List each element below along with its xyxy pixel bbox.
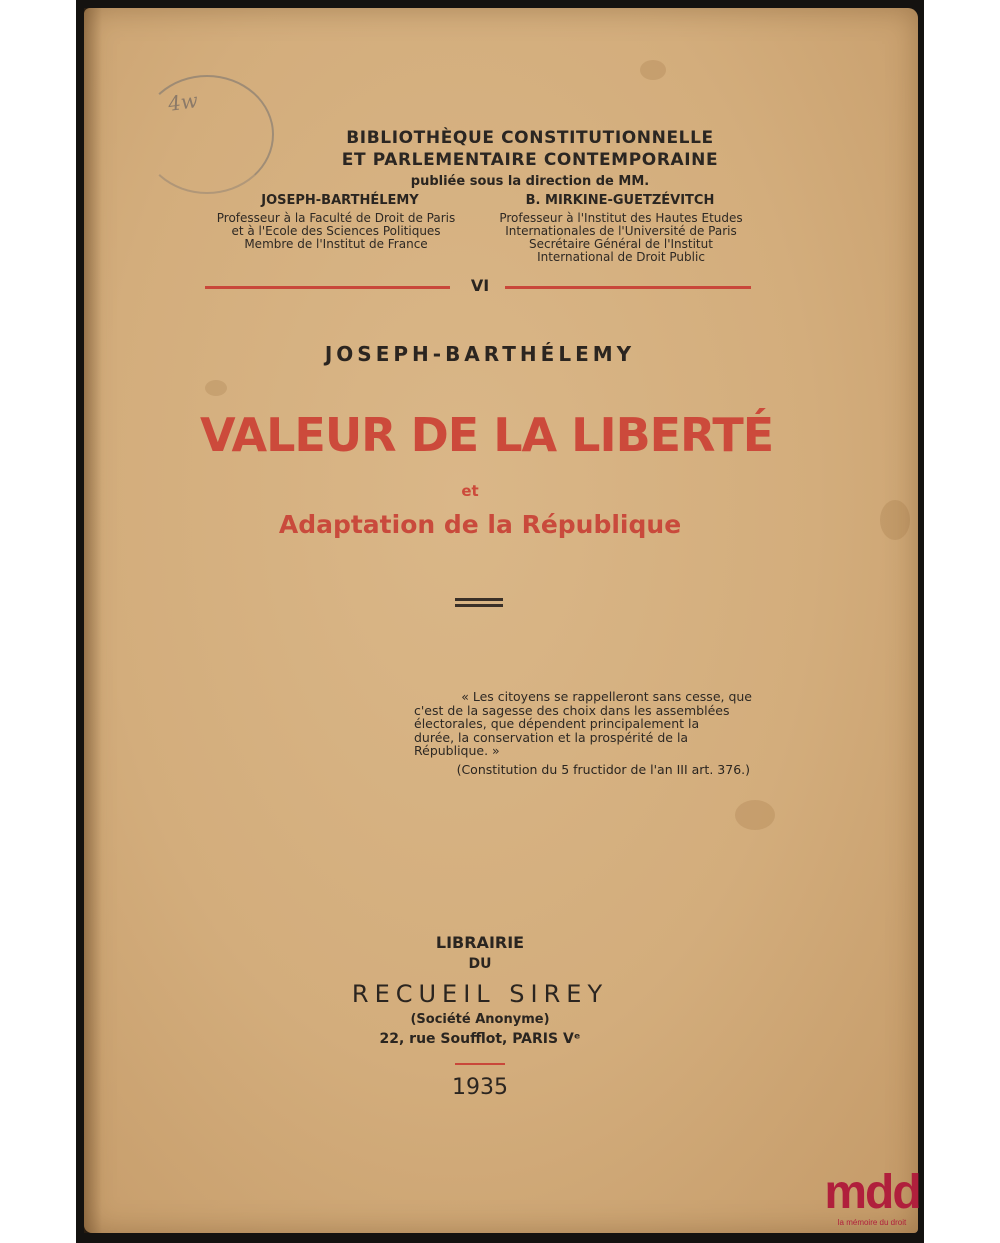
epigraph-line1: « Les citoyens se rappelleront sans cesse, que (461, 689, 752, 704)
library-stamp (140, 75, 274, 194)
director-left-desc3: Membre de l'Institut de France (244, 237, 428, 251)
director-left-desc2: et à l'Ecole des Sciences Politiques (231, 224, 441, 238)
paper-stain (735, 800, 775, 830)
director-right-desc2: Internationales de l'Université de Paris (505, 224, 737, 238)
title-conjunction: et (461, 482, 479, 500)
epigraph-line4: durée, la conservation et la prospérité de la (414, 729, 689, 745)
series-title-line2: ET PARLEMENTAIRE CONTEMPORAINE (341, 150, 719, 170)
mdd-logo-mark: mdd (824, 1166, 920, 1219)
book-subtitle: Adaptation de la République (278, 510, 682, 539)
publisher-name: RECUEIL SIREY (351, 980, 609, 1008)
spine-shadow (84, 8, 102, 1233)
author-name: JOSEPH-BARTHÉLEMY (324, 342, 636, 366)
paper-stain (640, 60, 666, 80)
red-rule-short (455, 1063, 505, 1065)
mdd-logo-tagline: la mémoire du droit (837, 1218, 907, 1227)
red-rule-left (205, 286, 450, 289)
publisher-line1: LIBRAIRIE (435, 933, 525, 952)
paper-stain (880, 500, 910, 540)
volume-number: VI (470, 276, 490, 295)
director-right-desc1: Professeur à l'Institut des Hautes Etudes (499, 211, 743, 225)
epigraph-line3: électorales, que dépendent principalement la (414, 716, 700, 731)
publisher-line2: DU (468, 956, 492, 972)
publication-year: 1935 (452, 1075, 508, 1100)
director-right-credentials (486, 212, 756, 264)
director-right-name: B. MIRKINE-GUETZÉVITCH (525, 193, 715, 208)
book-title: VALEUR DE LA LIBERTÉ (200, 408, 774, 462)
epigraph-line2: c'est de la sagesse des choix dans les assemblées (414, 702, 730, 718)
mdd-logo (822, 1168, 922, 1240)
epigraph-source: (Constitution du 5 fructidor de l'an III art. 376.) (456, 762, 750, 777)
director-right-desc4: International de Droit Public (537, 250, 705, 264)
red-rule-right (505, 286, 751, 289)
series-title-line1: BIBLIOTHÈQUE CONSTITUTIONNELLE (346, 128, 714, 148)
published-under-direction: publiée sous la direction de MM. (410, 174, 650, 189)
paper-stain (205, 380, 227, 396)
pencil-mark: 4w (166, 88, 200, 116)
director-left-credentials (200, 212, 472, 251)
publisher-type: (Société Anonyme) (410, 1012, 550, 1027)
director-right-desc3: Secrétaire Général de l'Institut (529, 237, 713, 251)
epigraph-line5: République. » (414, 743, 500, 758)
director-left-name: JOSEPH-BARTHÉLEMY (261, 193, 419, 208)
epigraph (414, 690, 752, 758)
publisher-address: 22, rue Soufflot, PARIS Vᵉ (379, 1031, 581, 1047)
director-left-desc1: Professeur à la Faculté de Droit de Paris (216, 211, 456, 225)
ornament-rule-bottom (455, 604, 503, 607)
ornament-rule-top (455, 598, 503, 601)
